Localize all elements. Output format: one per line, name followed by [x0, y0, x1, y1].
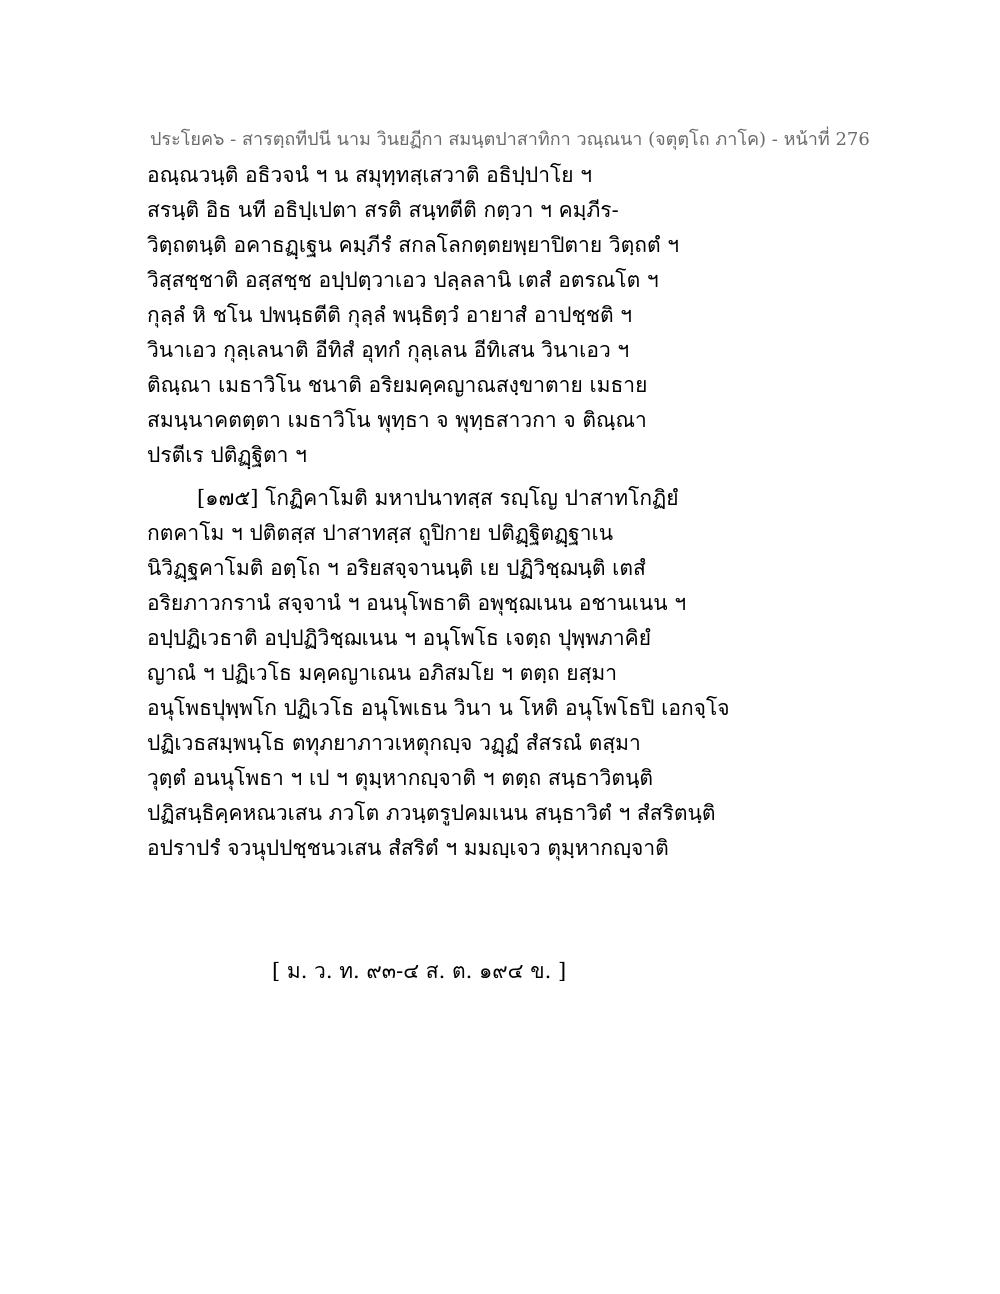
text-line: กตคาโม ฯ ปติตสฺส ปาสาทสฺส ถูปิกาย ปติฏฺฐิตฏฺฐาเน [147, 521, 614, 545]
text-line: วุตฺตํ อนนุโพธา ฯ เป ฯ ตุมฺหากญฺจาติ ฯ ตตฺถ สนฺธาวิตนฺติ [147, 766, 654, 790]
text-line: นิวิฏฺฐคาโมติ อตฺโถ ฯ อริยสจฺจานนฺติ เย ปฏิวิชฺฌนฺติ เตสํ [147, 556, 646, 580]
paragraph-2 [147, 481, 730, 866]
text-line: ติณฺณา เมธาวิโน ชนาติ อริยมคฺคญาณสงฺขาตาย เมธาย [147, 373, 648, 397]
text-line: ปฏิสนฺธิคฺคหณวเสน ภวโต ภวนฺตรูปคมเนน สนฺธาวิตํ ฯ สํสริตนฺติ [147, 801, 716, 825]
text-line: อณฺณวนฺติ อธิวจนํ ฯ น สมุทฺทสฺเสวาติ อธิปฺปาโย ฯ [147, 163, 593, 187]
text-line: สรนฺติ อิธ นที อธิปฺเปตา สรติ สนฺทตีติ กตฺวา ฯ คมฺภีร- [147, 198, 619, 222]
text-line: อนุโพธปุพฺพโก ปฏิเวโธ อนุโพเธน วินา น โหติ อนุโพโธปิ เอกจฺโจ [147, 696, 730, 720]
paragraph-gap [147, 473, 707, 481]
text-line: วินาเอว กุลฺเลนาติ อีทิสํ อุทกํ กุลฺเลน อีทิเสน วินาเอว ฯ [147, 338, 630, 362]
text-line: ญาณํ ฯ ปฏิเวโธ มคฺคญาเณน อภิสมโย ฯ ตตฺถ ยสฺมา [147, 661, 618, 685]
text-line: อปราปรํ จวนุปปชฺชนวเสน สํสริตํ ฯ มมญฺเจว ตุมฺหากญฺจาติ [147, 836, 669, 860]
paragraph-1 [147, 158, 707, 473]
page-reference: [ ม. ว. ท. ๙๓-๔ ส. ต. ๑๙๔ ข. ] [272, 959, 567, 983]
body-text [147, 158, 730, 866]
text-line: สมนฺนาคตตฺตา เมธาวิโน พุทฺธา จ พุทฺธสาวกา จ ติณฺณา [147, 408, 647, 432]
text-line: อริยภาวกรานํ สจฺจานํ ฯ อนนุโพธาติ อพุชฺฌเนน อชานเนน ฯ [147, 591, 687, 615]
page-header: ประโยค๖ - สารตฺถทีปนี นาม วินยฏีกา สมนฺตปาสาทิกา วณฺณนา (จตุตฺโถ ภาโค) - หน้าที่ 276 [150, 129, 870, 150]
text-line: วิตฺถตนฺติ อคาธฏฺเฐน คมฺภีรํ สกลโลกตฺตยพฺยาปิตาย วิตฺถตํ ฯ [147, 233, 680, 257]
text-line: [๑๗๕] โกฏิคาโมติ มหาปนาทสฺส รญฺโญ ปาสาทโกฏิยํ [197, 486, 679, 510]
text-line: อปฺปฏิเวธาติ อปฺปฏิวิชฺฌเนน ฯ อนุโพโธ เจตฺถ ปุพฺพภาคิยํ [147, 626, 652, 650]
text-line: กุลฺลํ หิ ชโน ปพนฺธตีติ กุลฺลํ พนฺธิตฺวํ อายาสํ อาปชฺชติ ฯ [147, 303, 633, 327]
text-line: ปฏิเวธสมฺพนฺโธ ตทุภยาภาวเหตุกญฺจ วฏฺฏํ สํสรณํ ตสฺมา [147, 731, 641, 755]
text-line: วิสฺสชฺชาติ อสฺสชฺช อปฺปตฺวาเอว ปลฺลลานิ เตสํ อตรณโต ฯ [147, 268, 659, 292]
text-line: ปรตีเร ปติฏฺฐิตา ฯ [147, 443, 307, 467]
